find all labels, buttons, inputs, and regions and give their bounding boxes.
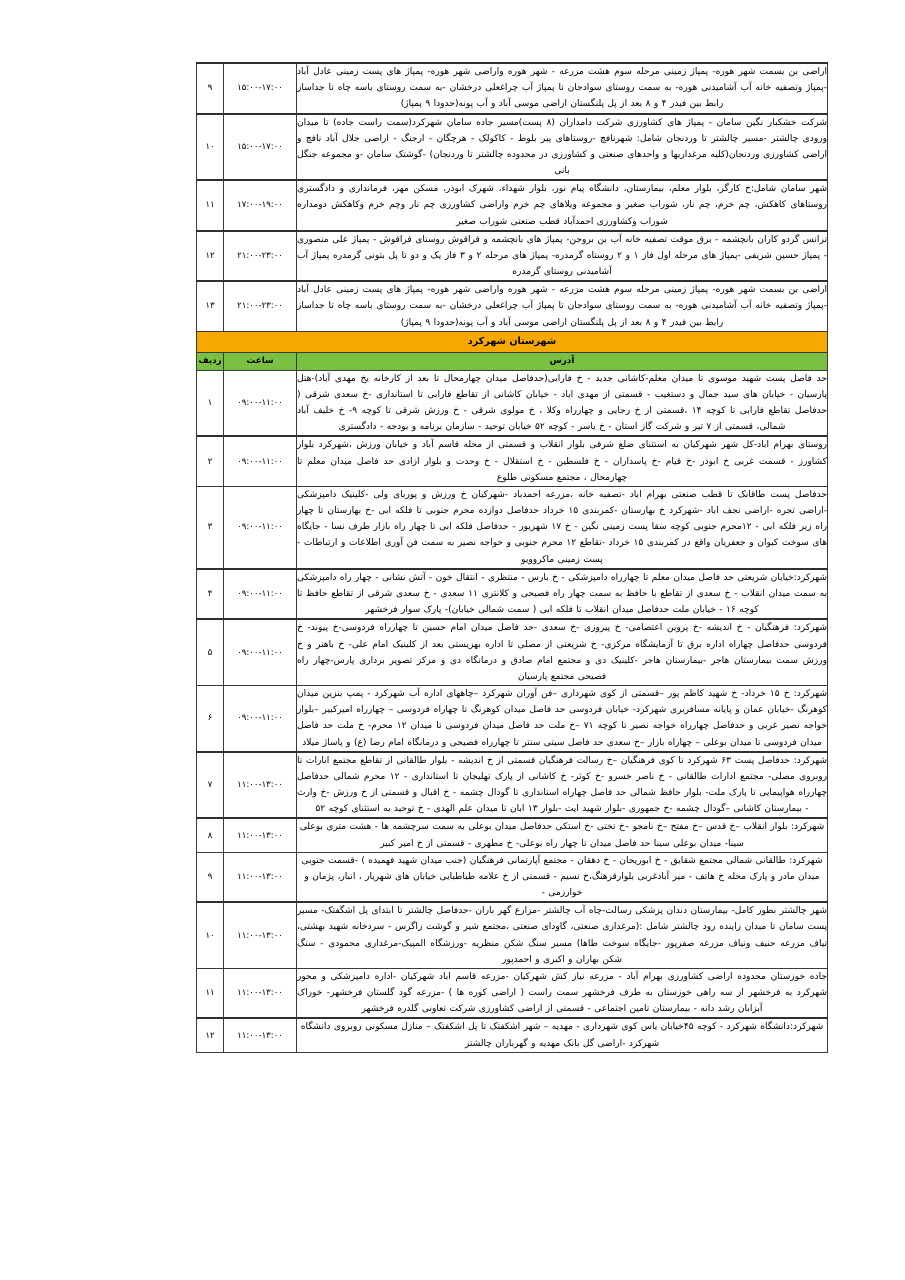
cell-index: ۱۰ xyxy=(197,114,224,181)
cell-index: ۸ xyxy=(197,818,224,852)
cell-address: اراضی بن بسمت شهر هوره- پمپاژ زمینی مرحله سوم هشت مزرعه - شهر هوره واراضی شهر هوره- پمپاژ های پست زمینی عادل آباد -پمپاژ وتصفیه خانه آب آشامیدنی هوره- به سمت روستای سوادجان تا پمپاژ آب چراغعلی درخشان -به سمت روستای باسه چاه تا جداساز رابط بین فیدر ۴ و ۸ بعد از پل پلنگستان اراضی موسی آباد و آب پونه(حدودا ۹ پمپاژ) xyxy=(296,281,827,331)
column-header-row xyxy=(197,352,828,370)
cell-index: ۱ xyxy=(197,370,224,436)
cell-time: ۲۱:۰۰-۲۳:۰۰ xyxy=(224,281,297,331)
cell-address: جاده خوزستان محدوده اراضی کشاورزی بهرام آباد - مزرعه نیاز کش شهرکیان -مزرعه قاسم اباد شهرکیان -اداره دامپزشکی و محور شهرکرد به فرخشهر از سه راهی خوزستان به طرف فرخشهر سمت راست ( اراضی کوره ها ) -مزرعه گود گلستان فرخشهر- خوراک آبزابان رشد دانه - بیمارستان تامین اجتماعی - قسمتی از اراضی کشاورزی شرکت تعاونی گلدره فرخشهر xyxy=(296,968,827,1018)
table-row xyxy=(197,370,828,436)
outage-schedule-table xyxy=(196,62,828,1053)
cell-address: ترانس گردو کاران بانچشمه - برق موقت تصفیه خانه آب بن بروجن- پمپاژ های بانچشمه و قراقوش روستای قراقوش - پمپاژ علی منصوری - پمپاژ حسین شریفی -پمپاژ های مرحله اول فاز ۱ و ۲ روستاه گرمدره- پمپاژ های مرحله ۲ و ۳ فاز یک و دو تا پل بتونی گرمدره پمپاژ آب آشامیدنی روستای گرمدره xyxy=(296,231,827,282)
table-row xyxy=(197,569,828,620)
cell-index: ۱۲ xyxy=(197,231,224,282)
table-row xyxy=(197,114,828,181)
table-row xyxy=(197,281,828,331)
cell-index: ۷ xyxy=(197,752,224,819)
cell-time: ۰۹:۰۰-۱۱:۰۰ xyxy=(224,569,297,620)
cell-time: ۱۱:۰۰-۱۳:۰۰ xyxy=(224,902,297,968)
table-row xyxy=(197,968,828,1018)
table-row xyxy=(197,852,828,902)
cell-time: ۱۵:۰۰-۱۷:۰۰ xyxy=(224,63,297,114)
cell-index: ۱۰ xyxy=(197,902,224,968)
cell-time: ۱۵:۰۰-۱۷:۰۰ xyxy=(224,114,297,181)
cell-index: ۱۱ xyxy=(197,968,224,1018)
table-row xyxy=(197,619,828,685)
cell-time: ۱۱:۰۰-۱۳:۰۰ xyxy=(224,852,297,902)
cell-time: ۰۹:۰۰-۱۱:۰۰ xyxy=(224,436,297,486)
cell-time: ۰۹:۰۰-۱۱:۰۰ xyxy=(224,686,297,752)
table-row xyxy=(197,686,828,752)
cell-index: ۴ xyxy=(197,569,224,620)
table-row xyxy=(197,752,828,819)
cell-time: ۰۹:۰۰-۱۱:۰۰ xyxy=(224,619,297,685)
cell-address: شهرکرد: فرهنگیان - خ اندیشه -خ پروین اعتصامی- خ پیروزی -خ سعدی -حد فاصل میدان امام حسین تا چهارراه فردوسی-خ پیوند- خ فردوسی حدفاصل چهاراه اداره برق تا آزمایشگاه مرکزی- خ شریعتی از مصلی تا اداره بهزیستی بعد از کلینیک امام علی- خ باهنر و خ ورزش سمت بیمارستان هاجر -بیمارستان هاجر -کلینیک دی و مجتمع امام صادق و درمانگاه دی و مرکز تصویر برداری پارس-چهار راه فصیحی مجتمع پارسیان xyxy=(296,619,827,685)
column-header-index: ردیف xyxy=(197,352,224,370)
table-body xyxy=(197,63,828,1052)
cell-address: شهرکرد:خیابان شریعتی حد فاصل میدان معلم تا چهارراه دامپزشکی - خ بارس - منتظری - انتقال خون - آتش نشانی - چهار راه دامپزشکی به سمت میدان انقلاب - خ سعدی از تقاطع با حافظ به سمت چهار راه فصیحی و کلانتری ۱۱ سعدی - خ سعدی شرقی از تقاطع حافظ تا کوچه ۱۶ - خیابان ملت حدفاصل میدان انقلاب تا فلکه ابی ( سمت شمالی خیابان)- پارک سوار فرخشهر xyxy=(296,569,827,620)
cell-time: ۱۱:۰۰-۱۳:۰۰ xyxy=(224,818,297,852)
cell-address: حد فاصل پست شهید موسوی تا میدان معلم-کاشانی جدید - خ فارابی(حدفاصل میدان چهارمحال تا بعد از کارخانه یخ مهدی آباد)-هتل پارسیان - خیابان های سید جمال و دستغیب - قسمتی از مهدی اباد - خیابان کاشانی از تقاطع فارابی تا استانداری -خ سعدی شرقی ( حدفاصل تقاطع فارابی تا کوچه ۱۴ ،قسمتی از خ رجایی و چهارراه وکلا ، خ مولوی شرقی - خ ورزش شرقی تا کوچه ۹- خ خلیف آباد شمالی، قسمتی از ۷ تیر و شرکت گاز استان - خ یاسر - کوچه ۵۲ خیابان توحید - سازمان برنامه و بودجه - دادگستری xyxy=(296,370,827,436)
cell-address: شهرکرد:دانشگاه شهرکرد - کوچه ۴۵خیابان یاس کوی شهرداری - مهدیه – شهر اشکفتک تا پل اشکفتک – منازل مسکونی روبروی دانشگاه شهرکرد -اراضی گل بانک مهدیه و گهرباران چالشتر xyxy=(296,1018,827,1052)
cell-index: ۳ xyxy=(197,486,224,568)
cell-time: ۱۱:۰۰-۱۳:۰۰ xyxy=(224,752,297,819)
cell-address: اراضی بن بسمت شهر هوره- پمپاژ زمینی مرحله سوم هشت مزرعه - شهر هوره واراضی شهر هوره- پمپاژ های پست زمینی عادل آباد -پمپاژ وتصفیه خانه آب آشامیدنی هوره- به سمت روستای سوادجان تا پمپاژ آب چراغعلی درخشان -به سمت روستای باسه چاه تا جداساز رابط بین فیدر ۴ و ۸ بعد از پل پلنگستان اراضی موسی آباد و آب پونه(حدودا ۹ پمپاژ) xyxy=(296,63,827,114)
cell-time: ۰۹:۰۰-۱۱:۰۰ xyxy=(224,486,297,568)
cell-index: ۱۳ xyxy=(197,281,224,331)
cell-index: ۹ xyxy=(197,852,224,902)
outage-table-container xyxy=(196,62,828,1053)
cell-index: ۵ xyxy=(197,619,224,685)
cell-address: شرکت خشکبار نگین سامان - پمپاژ های کشاورزی شرکت دامداران (۸ پست)مسیر جاده سامان شهرکرد(سمت راست جاده) تا میدان ورودی چالشتر -مسیر چالشتر تا وردنجان شامل: شهرنافچ -روستاهای پیر بلوط - کاکولک - هرچگان - ارجنگ - اراضی جلال آباد نافچ و اراضی کشاورزی وردنجان(کلیه مرغداریها و واحدهای صنعتی و کشاورزی در محدوده چالشتر تا وردنجان) -گوشتک سامان -و مجموعه جنگل بانی xyxy=(296,114,827,181)
table-row xyxy=(197,436,828,486)
cell-time: ۱۷:۰۰-۱۹:۰۰ xyxy=(224,180,297,231)
table-row xyxy=(197,180,828,231)
cell-address: شهر چالشتر بطور کامل- بیمارستان دندان پزشکی رسالت-چاه آب چالشتر -مزارع گهر باران -حدفاصل چالشتر تا ابتدای پل اشگفتک- مسیر پست سامان تا میدان زاینده رود چالشتر شامل :(مرغداری صنعتی، گاودای صنعتی ،مجتمع شیر و گوشت زاگرس - سردخانه شهید بهشتی، تیاف مزرعه حنیف ونیاف مزرعه صفرپور -جایگاه سوخت طاها) مسیر سنگ شکن منظریه -ورزشگاه المپیک-مرغداری محمودی - سنگ شکن بهاران و اکبری و احمدپور xyxy=(296,902,827,968)
cell-address: شهر سامان شامل:خ کارگر، بلوار معلم، بیمارستان، دانشگاه پیام نور، بلوار شهداء، شهرک ابوذر، مسکن مهر، فرمانداری و دادگستری روستاهای کاهکش، چم خرم، چم نار، شوراب صغیر و مجموعه ویلاهای چم خرم واراضی کشاورزی چم نار وچم خرم وکاهکش دومداره شوراب وکشاورزی احمدآباد قطب صنعتی شوراب صغیر xyxy=(296,180,827,231)
cell-index: ۱۲ xyxy=(197,1018,224,1052)
section-header-row xyxy=(197,331,828,352)
cell-time: ۲۱:۰۰-۲۳:۰۰ xyxy=(224,231,297,282)
cell-address: شهرکرد: بلوار انقلاب –خ قدس –خ مفتح –خ نامجو –خ تختی -خ استکی حدفاصل میدان بوعلی به سمت سرچشمه ها - هشت متری بوعلی سینا- میدان بوعلی سینا حد فاصل میدان تا چهار راه بوعلی- خ مطهری - قسمتی از خ امیر کبیر xyxy=(296,818,827,852)
table-row xyxy=(197,231,828,282)
cell-index: ۱۱ xyxy=(197,180,224,231)
column-header-time: ساعت xyxy=(224,352,297,370)
table-row xyxy=(197,902,828,968)
table-row xyxy=(197,63,828,114)
cell-index: ۲ xyxy=(197,436,224,486)
cell-address: شهرکرد: طالقانی شمالی مجتمع شقایق - خ ابوریحان - خ دهقان - مجتمع آپارتمانی فرهنگیان (جنب میدان شهید فهمیده ) -قسمت جنوبی میدان مادر و پارک محله خ هاتف - میر آبادغربی بلوارقرهنگ،خ نسیم - قسمتی از خ علامه طباطبایی خیابان های شهریار ، انبار، پژمان و خوارزمی - xyxy=(296,852,827,902)
cell-index: ۹ xyxy=(197,63,224,114)
cell-address: شهرکرد: خ ۱۵ خرداد- خ شهید کاظم پور –قسمتی از کوی شهرداری –فن آوران شهرکرد –چاههای اداره آب شهرکرد - پمپ بنزین میدان کوهرنگ -خیابان عمان و پایانه مسافربری شهرکرد- خیابان فردوسی حد فاصل میدان کوهرنگ تا چهاراه فردوسی – چهارراه امیرکبیر –بلوار خواجه نصیر غربی و حدفاصل چهارراه خواجه نصیر تا کوچه ۷۱ –خ ملت حد فاصل میدان فردوسی تا میدان ۱۲ محرم- خ ملت حد فاصل میدان فردوسی تا میدان بوعلی – چهاراه بازار –خ سعدی حد فاصل سیتی سنتر تا چهارراه فصیحی و درمانگاه امام رضا (ع) و پاساژ میلاد xyxy=(296,686,827,752)
cell-time: ۱۱:۰۰-۱۳:۰۰ xyxy=(224,968,297,1018)
section-header-shahrekord: شهرستان شهرکرد xyxy=(197,331,828,352)
table-row xyxy=(197,1018,828,1052)
cell-address: حدفاصل پست طاقانک تا قطب صنعتی بهرام اباد -تصفیه خانه ،مزرعه احمدباد -شهرکیان خ ورزش و پوربای ولی -کلینیک دامپزشکی -اراضی تجره -اراضی نجف اباد -شهرکرد خ بهارستان -کمربندی ۱۵ خرداد حدفاصل دوازده محرم جنوبی تا فلکه ابی -خ بهارستان تا چهار راه زیر فلکه ابی - ۱۲محرم جنوبی کوچه سقا پست زمینی نگین - خ ۱۷ شهریور - حدفاصل فلکه ابی تا چهار راه بازار طرف نسا - جایگاه های سوخت کیوان و جعفریان واقع در کمربندی ۱۵ خرداد -تقاطع ۱۲ محرم جنوبی و خواجه نصیر به سمت فن آوری اطلاعات و ارتباطات - پست زمینی ماکروویو xyxy=(296,486,827,568)
table-row xyxy=(197,486,828,568)
column-header-address: آدرس xyxy=(296,352,827,370)
cell-address: شهرکرد: حدفاصل پست ۶۳ شهرکرد تا کوی فرهنگیان –خ رسالت فرهنگیان قسمتی از خ اندیشه - بلوار طالقانی از تقاطع مجتمع انارات تا روبروی مصلی- مجتمع ادارات طالقانی - خ ناصر خسرو -خ کوثر- خ کاشانی از پارک تهلیجان تا استانداری - ۱۲ محرم شمالی حدفاصل چهارراه هواپیمایی تا پارک ملت- بلوار حافظ شمالی حد فاصل چهاراه استانداری تا گودال چشمه - خ اقبال و قسمتی از خ ورزش -خ وارث - بیمارستان کاشانی –گودال چشمه -خ جمهوری -بلوار شهید ایت -بلوار ۱۳ ابان تا میدان علم الهدی - خ توحید به استثنای کوچه ۵۲ xyxy=(296,752,827,819)
cell-time: ۰۹:۰۰-۱۱:۰۰ xyxy=(224,370,297,436)
cell-time: ۱۱:۰۰-۱۳:۰۰ xyxy=(224,1018,297,1052)
cell-index: ۶ xyxy=(197,686,224,752)
cell-address: روستای بهرام اباد-کل شهر شهرکیان به استثنای ضلع شرقی بلوار انقلاب و قسمتی از محله قاسم آباد و خیابان ورزش ،شهرکرد بلوار کشاورز - قسمت غربی خ ابوذر -خ قیام -خ پاسداران - خ فلسطین - خ استقلال - خ وحدت و بلوار ازادی حد فاصل میدان معلم تا چهارمحال ، مجتمع مسکونی طلوع xyxy=(296,436,827,486)
table-row xyxy=(197,818,828,852)
